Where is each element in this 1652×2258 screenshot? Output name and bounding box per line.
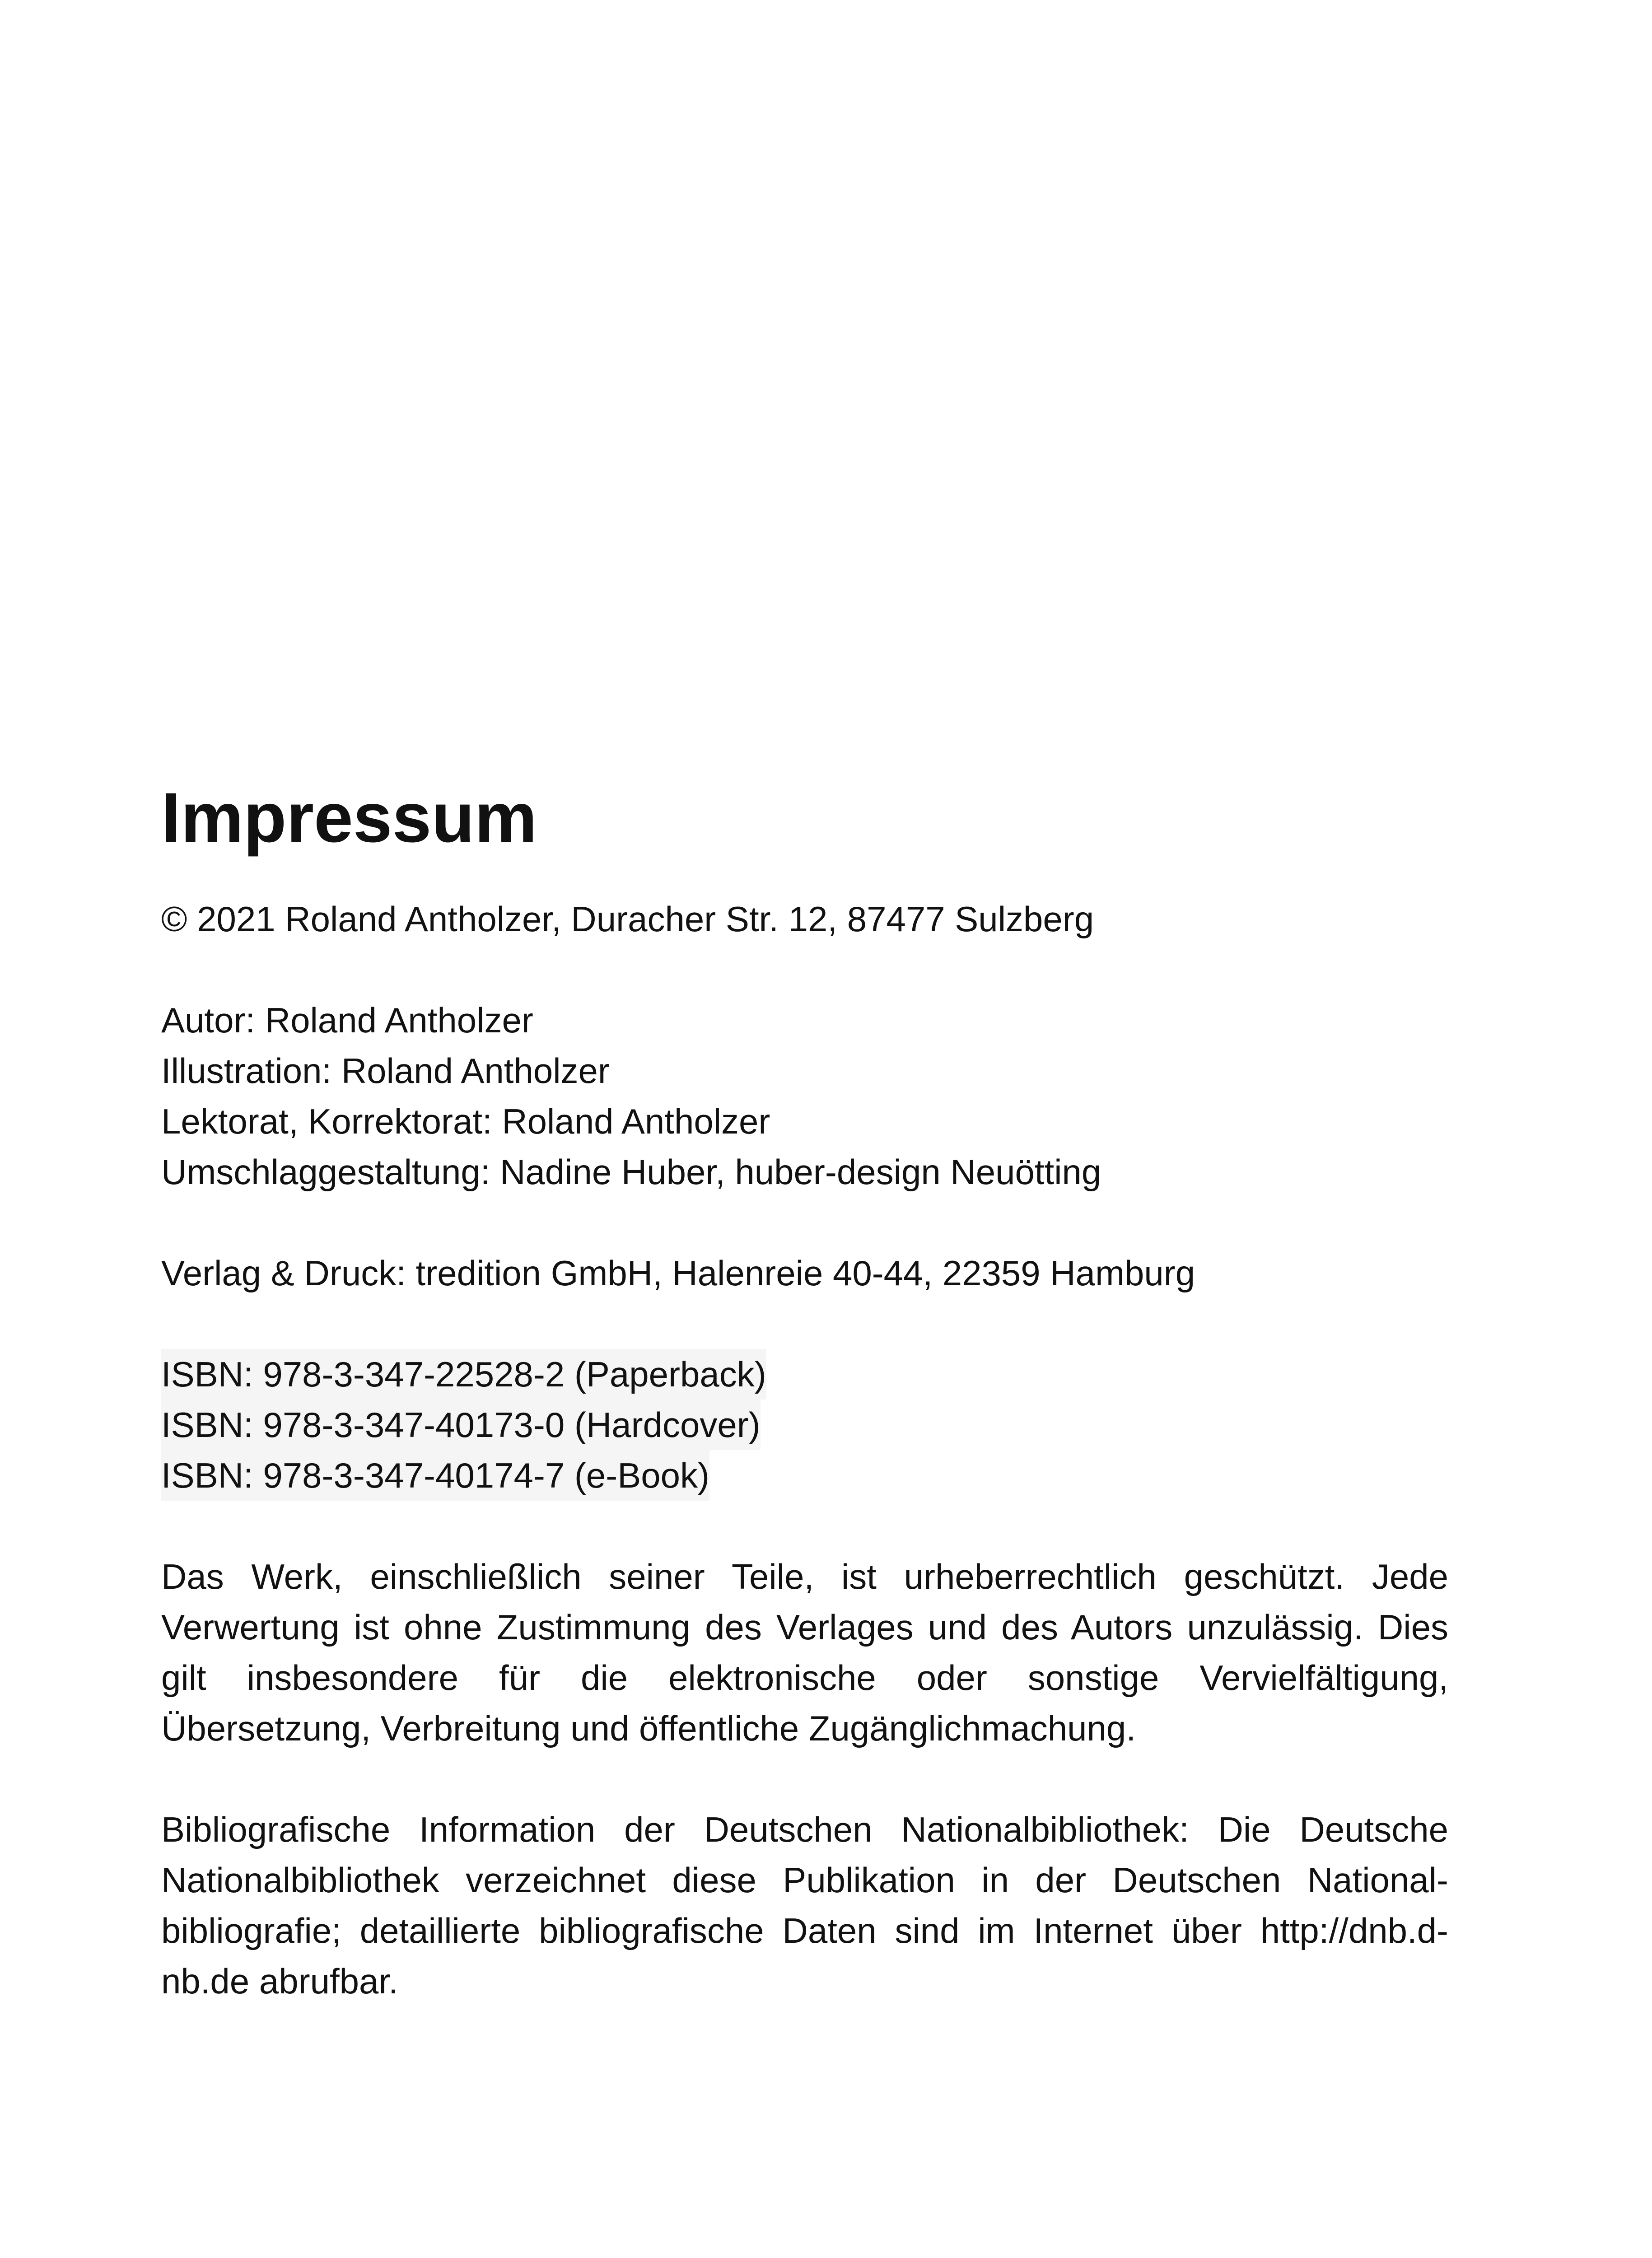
- credit-illustration: Illustration: Roland Antholzer: [161, 1051, 610, 1091]
- credit-cover-design: Umschlaggestaltung: Nadine Huber, huber-design Neuötting: [161, 1152, 1101, 1192]
- rights-notice: Das Werk, einschließlich seiner Teile, ist urheberrechtlich geschützt. Jede Verwertung ist ohne Zustimmung des Verlages und des Autors unzulässig. Dies gilt insbesondere für die elektronische oder sonstige Vervielfältigung, Übersetzung, Verbreitung und öffentliche Zugänglichmachung.: [161, 1557, 1448, 1748]
- credit-author: Autor: Roland Antholzer: [161, 1000, 533, 1040]
- dnb-notice: Bibliografische Information der Deutschen Nationalbibliothek: Die Deutsche Nationalbibliothek verzeichnet diese Publikation in der Deutschen National-bibliografie; detaillierte bibliografische Daten sind im Internet über http://dnb.d-nb.de abrufbar.: [161, 1810, 1448, 2001]
- isbn-paperback: ISBN: 978-3-347-22528-2 (Paperback): [161, 1349, 766, 1400]
- publisher-line: Verlag & Druck: tredition GmbH, Halenreie 40-44, 22359 Hamburg: [161, 1253, 1195, 1293]
- copyright-line: © 2021 Roland Antholzer, Duracher Str. 12, 87477 Sulzberg: [161, 899, 1094, 939]
- credit-editing: Lektorat, Korrektorat: Roland Antholzer: [161, 1101, 770, 1141]
- imprint-page: [161, 779, 1448, 2006]
- page-title: Impressum: [161, 779, 537, 857]
- credits-block: [161, 995, 1448, 1197]
- isbn-ebook: ISBN: 978-3-347-40174-7 (e-Book): [161, 1450, 709, 1501]
- isbn-block: [161, 1349, 1448, 1501]
- isbn-hardcover: ISBN: 978-3-347-40173-0 (Hardcover): [161, 1400, 761, 1450]
